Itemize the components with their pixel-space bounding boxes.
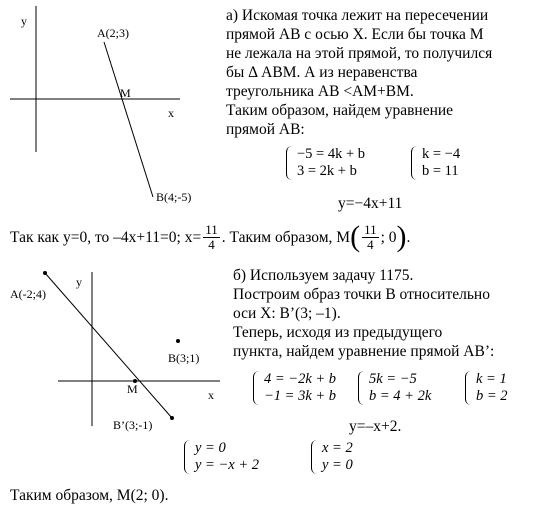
brace-icon: [184, 440, 192, 474]
graph-a-y-label: y: [21, 14, 27, 28]
graph-b-point-b-prime-dot: [170, 416, 174, 420]
system-line: b = 11: [422, 163, 459, 179]
system-line: b = 2: [476, 388, 508, 404]
fraction-denominator: 4: [208, 236, 215, 252]
graph-b-point-a-dot: [43, 271, 47, 275]
left-paren-icon: (: [350, 220, 361, 253]
conclusion-mid: . Таким образом, М: [221, 228, 351, 246]
brace-icon: [253, 371, 261, 405]
part-a-system-2: [411, 146, 460, 180]
fraction-x: [203, 223, 220, 252]
part-b-system-2: [358, 371, 431, 405]
graph-b: [43, 271, 220, 426]
brace-icon: [311, 440, 319, 474]
graph-b-point-a-label: A(-2;4): [10, 287, 46, 301]
part-b-final: Таким образом, М(2; 0).: [10, 487, 169, 504]
graph-a: [10, 6, 180, 197]
part-a-system-1: [286, 146, 365, 180]
system-line: b = 4 + 2k: [369, 388, 432, 404]
graph-a-point-m-label: M: [120, 86, 131, 100]
graph-b-line-ab-prime: [45, 273, 172, 418]
system-line: y = 0: [322, 457, 353, 473]
system-line: 3 = 2k + b: [297, 163, 357, 179]
graph-b-point-m-label: M: [127, 382, 138, 396]
right-paren-icon: ): [396, 220, 407, 253]
graph-b-y-label: y: [76, 275, 82, 289]
part-a-line: треугольника АВ <АМ+ВМ.: [226, 83, 414, 100]
part-a-line: бы Δ АВМ. А из неравенства: [226, 64, 418, 81]
part-b-line: оси Х: В’(3; –1).: [233, 305, 341, 322]
system-line: 5k = −5: [369, 371, 417, 387]
system-line: x = 2: [322, 440, 353, 456]
part-a-equation: y=−4x+11: [338, 195, 403, 212]
system-line: k = −4: [422, 146, 461, 162]
part-a-line: не лежала на этой прямой, то получился: [226, 45, 493, 62]
fraction-point: [362, 223, 379, 252]
part-b-line: Построим образ точки В относительно: [233, 286, 490, 303]
graph-b-point-b-dot: [176, 339, 180, 343]
fraction-numerator: 11: [364, 221, 377, 237]
fraction-numerator: 11: [205, 221, 218, 237]
part-b-equation: y=–x+2.: [349, 418, 402, 435]
part-b-system-5: [311, 440, 353, 474]
graph-a-line-ab: [104, 42, 153, 197]
system-line: −1 = 3k + b: [264, 388, 337, 404]
system-line: 4 = −2k + b: [264, 371, 337, 387]
point-rest: ; 0: [380, 228, 397, 246]
part-b-system-1: [253, 371, 336, 405]
part-a-line: прямой АВ:: [226, 121, 305, 138]
graph-a-point-b-label: B(4;-5): [156, 190, 192, 204]
brace-icon: [358, 371, 366, 405]
graph-b-point-b-label: B(3;1): [168, 351, 200, 365]
system-line: −5 = 4k + b: [297, 146, 366, 162]
graph-b-point-b-prime-label: B’(3;-1): [113, 418, 153, 432]
graph-a-x-label: x: [168, 106, 174, 120]
brace-icon: [286, 146, 294, 180]
part-b-line: пункта, найдем уравнение прямой АВ’:: [233, 343, 495, 360]
part-a-line: Таким образом, найдем уравнение: [226, 102, 454, 119]
part-a-conclusion: [10, 222, 410, 252]
part-a-text: [226, 6, 492, 139]
system-line: y = 0: [195, 440, 226, 456]
brace-icon: [411, 146, 419, 180]
brace-icon: [465, 371, 473, 405]
part-b-text: [233, 266, 494, 361]
part-b-system-3: [465, 371, 508, 405]
system-line: k = 1: [476, 371, 507, 387]
fraction-denominator: 4: [367, 236, 374, 252]
part-a-line: а) Искомая точка лежит на пересечении: [226, 7, 489, 24]
part-b-line: Теперь, исходя из предыдущего: [233, 324, 443, 341]
part-a-line: прямой АВ с осью Х. Если бы точка М: [226, 26, 484, 43]
part-b-line: б) Используем задачу 1175.: [233, 267, 414, 284]
graph-a-point-a-label: A(2;3): [97, 26, 129, 40]
part-b-system-4: [184, 440, 259, 474]
system-line: y = −x + 2: [195, 457, 259, 473]
conclusion-end: .: [406, 228, 411, 246]
graph-b-x-label: x: [208, 388, 214, 402]
conclusion-start: Так как y=0, то –4x+11=0; x=: [10, 228, 202, 246]
